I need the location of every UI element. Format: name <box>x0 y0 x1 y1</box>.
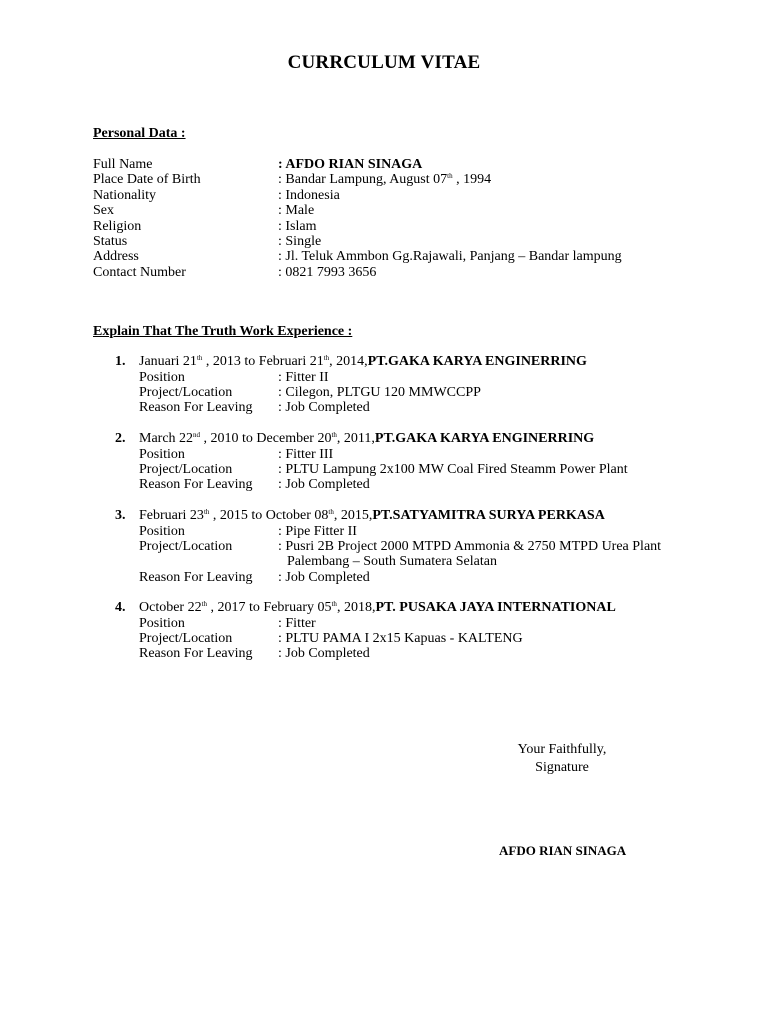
experience-header <box>115 508 661 524</box>
position-value: : Fitter <box>278 615 316 631</box>
personal-data-list <box>93 157 622 280</box>
personal-row-full-name <box>93 157 622 172</box>
personal-row-contact <box>93 265 622 280</box>
personal-row-address <box>93 249 622 264</box>
nationality-label: Nationality <box>93 187 156 203</box>
reason-value: : Job Completed <box>278 569 370 585</box>
position-value: : Pipe Fitter II <box>278 523 357 539</box>
position-label: Position <box>139 369 185 385</box>
status-value: : Single <box>278 233 322 249</box>
project-label: Project/Location <box>139 538 233 554</box>
personal-row-birth <box>93 172 622 187</box>
experience-item <box>115 508 661 585</box>
reason-value: : Job Completed <box>278 477 370 493</box>
experience-number: 2. <box>115 431 126 446</box>
position-label: Position <box>139 523 185 539</box>
personal-row-status <box>93 234 622 249</box>
position-value: : Fitter II <box>278 369 329 385</box>
signature-name: AFDO RIAN SINAGA <box>499 843 627 858</box>
experience-header <box>115 600 616 616</box>
document-title: CURRCULUM VITAE <box>287 52 481 73</box>
reason-label: Reason For Leaving <box>139 477 253 493</box>
experience-dates: Februari 23th , 2015 to October 08th, 2015, <box>139 508 373 523</box>
project-label: Project/Location <box>139 461 233 477</box>
birth-value: : Bandar Lampung, August 07th , 1994 <box>278 172 492 188</box>
reason-label: Reason For Leaving <box>139 569 253 585</box>
experience-header <box>115 431 628 447</box>
project-value: : PLTU Lampung 2x100 MW Coal Fired Steamm Power Plant <box>278 461 628 477</box>
contact-label: Contact Number <box>93 264 186 280</box>
personal-row-sex <box>93 203 622 218</box>
reason-value: : Job Completed <box>278 400 370 416</box>
closing-block <box>512 742 612 778</box>
address-value: : Jl. Teluk Ammbon Gg.Rajawali, Panjang – Bandar lampung <box>278 249 622 265</box>
experience-company: PT.GAKA KARYA ENGINERRING <box>367 354 587 369</box>
project-value: : Cilegon, PLTGU 120 MMWCCPP <box>278 384 481 400</box>
reason-value: : Job Completed <box>278 646 370 662</box>
position-label: Position <box>139 615 185 631</box>
experience-number: 1. <box>115 354 126 369</box>
nationality-value: : Indonesia <box>278 187 340 203</box>
project-label: Project/Location <box>139 384 233 400</box>
experience-item <box>115 354 587 416</box>
experience-heading: Explain That The Truth Work Experience : <box>93 324 353 339</box>
closing-text: Your Faithfully, <box>517 742 607 757</box>
reason-label: Reason For Leaving <box>139 646 253 662</box>
sex-label: Sex <box>93 203 114 219</box>
experience-dates: March 22nd , 2010 to December 20th, 2011, <box>139 431 375 446</box>
personal-data-heading: Personal Data : <box>93 126 186 141</box>
signature-label: Signature <box>535 760 589 775</box>
experience-dates: October 22th , 2017 to February 05th, 2018, <box>139 600 376 615</box>
project-label: Project/Location <box>139 630 233 646</box>
personal-row-religion <box>93 219 622 234</box>
position-value: : Fitter III <box>278 446 334 462</box>
project-value-continued: Palembang – South Sumatera Selatan <box>287 554 497 570</box>
full-name-label: Full Name <box>93 157 153 172</box>
sex-value: : Male <box>278 203 315 219</box>
experience-number: 3. <box>115 508 126 523</box>
experience-header <box>115 354 587 370</box>
experience-dates: Januari 21th , 2013 to Februari 21th, 2014, <box>139 354 368 369</box>
experience-company: PT.GAKA KARYA ENGINERRING <box>374 431 595 446</box>
reason-label: Reason For Leaving <box>139 400 253 416</box>
birth-label: Place Date of Birth <box>93 172 201 188</box>
experience-company: PT.SATYAMITRA SURYA PERKASA <box>372 508 605 523</box>
status-label: Status <box>93 233 128 249</box>
project-value: : Pusri 2B Project 2000 MTPD Ammonia & 2750 MTPD Urea Plant <box>278 538 662 554</box>
experience-number: 4. <box>115 600 126 615</box>
project-value: : PLTU PAMA I 2x15 Kapuas - KALTENG <box>278 630 523 646</box>
experience-item <box>115 600 616 662</box>
position-label: Position <box>139 446 185 462</box>
full-name-value: : AFDO RIAN SINAGA <box>278 157 423 172</box>
address-label: Address <box>93 249 139 265</box>
contact-value: : 0821 7993 3656 <box>278 264 377 280</box>
religion-value: : Islam <box>278 218 317 234</box>
personal-row-nationality <box>93 188 622 203</box>
religion-label: Religion <box>93 218 142 234</box>
experience-company: PT. PUSAKA JAYA INTERNATIONAL <box>375 600 616 615</box>
experience-item <box>115 431 628 493</box>
